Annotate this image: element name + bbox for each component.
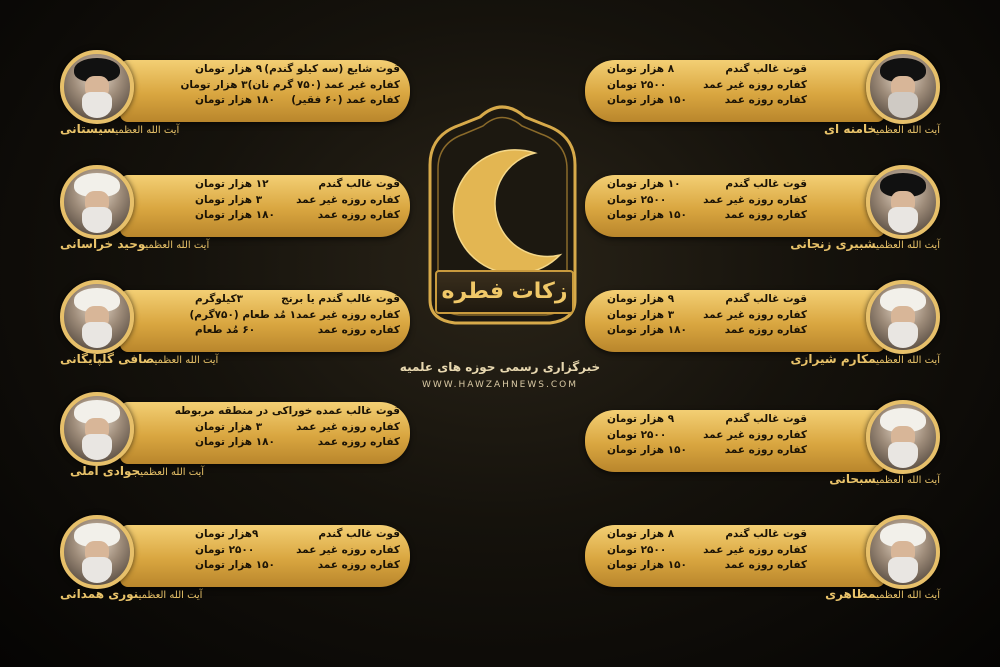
row-label: قوت غالب عمده خوراکی در منطقه مربوطه [174, 405, 400, 417]
row-value: ۲۵۰۰ تومان [195, 543, 255, 556]
row-value: ۸ هزار تومان [607, 63, 675, 75]
scholar-name [829, 472, 940, 486]
info-lines [607, 62, 807, 109]
info-row [195, 558, 400, 574]
info-box [585, 410, 885, 472]
info-lines [174, 404, 400, 451]
row-label: قوت غالب گندم [725, 413, 807, 425]
row-value: ۱۸۰ هزار تومان [195, 94, 275, 106]
info-row [607, 62, 807, 78]
info-box [585, 60, 885, 122]
name-text: وحید خراسانی [60, 237, 146, 251]
row-value: ۹ هزار تومان [195, 63, 263, 75]
row-label: کفاره غیر عمد (۷۵۰ گرم نان) [247, 78, 400, 91]
info-row [195, 292, 400, 308]
info-row [607, 543, 807, 559]
row-label: کفاره روزه عمد [724, 324, 807, 336]
name-prefix: آیت الله العظمی [115, 125, 180, 136]
row-value: ۱۵۰ هزار تومان [607, 444, 687, 456]
scholar-name [60, 237, 209, 251]
row-label: کفاره روزه غیر عمد [703, 428, 807, 441]
card-javadi [60, 392, 400, 484]
row-value: ۱۸۰ هزار تومان [607, 324, 687, 336]
info-row [195, 543, 400, 559]
name-prefix: آیت الله العظمی [140, 467, 205, 478]
row-label: کفاره روزه غیر عمد [296, 308, 400, 321]
row-label: قوت غالب گندم [725, 178, 807, 190]
name-prefix: آیت الله العظمی [876, 240, 940, 251]
name-prefix: آیت الله العظمی [154, 355, 219, 366]
info-row [180, 78, 400, 94]
name-prefix: آیت الله العظمی [876, 355, 940, 366]
row-label: کفاره روزه عمد [724, 444, 807, 456]
row-value: ۸ هزار تومان [607, 528, 675, 540]
info-box [120, 290, 410, 352]
name-prefix: آیت الله العظمی [876, 125, 940, 136]
info-row [607, 558, 807, 574]
info-lines [607, 412, 807, 459]
row-label: کفاره روزه عمد [317, 559, 400, 571]
info-row [607, 443, 807, 459]
row-label: قوت غالب گندم [725, 293, 807, 305]
row-value: ۳ هزار تومان [195, 193, 263, 206]
info-box [585, 290, 885, 352]
name-text: سیستانی [60, 122, 116, 136]
name-text: مظاهری [825, 587, 877, 601]
name-text: شبیری زنجانی [790, 237, 877, 251]
row-label: کفاره روزه عمد [317, 324, 400, 336]
row-label: کفاره عمد (۶۰ فقیر) [291, 94, 400, 106]
info-row [607, 78, 807, 94]
scholar-name [60, 122, 179, 136]
info-row [195, 177, 400, 193]
info-box [585, 525, 885, 587]
info-row [195, 193, 400, 209]
info-row [195, 435, 400, 451]
row-label: قوت غالب گندم [725, 63, 807, 75]
row-value: ۱۵۰ هزار تومان [607, 94, 687, 106]
name-prefix: آیت الله العظمی [145, 240, 210, 251]
name-text: نوری همدانی [60, 587, 139, 601]
info-box [120, 402, 410, 464]
portrait-photo [60, 280, 134, 354]
row-label: قوت شایع (سه کیلو گندم) [264, 63, 400, 75]
row-value: ۶۰ مُد طعام [195, 324, 256, 336]
row-value: ۲۵۰۰ تومان [607, 193, 667, 206]
card-safi [60, 280, 400, 372]
info-row [607, 527, 807, 543]
row-value: ۱۵۰ هزار تومان [195, 559, 275, 571]
name-text: سبحانی [829, 472, 877, 486]
info-row [607, 308, 807, 324]
row-label: کفاره روزه عمد [724, 94, 807, 106]
row-value: ۹ هزار تومان [607, 293, 675, 305]
agency-name: خبرگزاری رسمی حوزه های علمیه [399, 360, 601, 374]
card-nouri [60, 515, 400, 607]
info-lines [180, 62, 400, 109]
row-value: ۱۸۰ هزار تومان [195, 436, 275, 448]
row-value: ۳ هزار تومان [180, 78, 248, 91]
row-label: کفاره روزه غیر عمد [296, 543, 400, 556]
name-text: مکارم شیرازی [790, 352, 877, 366]
row-label: قوت غالب گندم [725, 528, 807, 540]
row-value: ۲۵۰۰ تومان [607, 428, 667, 441]
portrait-photo [866, 50, 940, 124]
row-label: کفاره روزه غیر عمد [703, 78, 807, 91]
row-label: کفاره روزه عمد [317, 436, 400, 448]
info-row [607, 193, 807, 209]
scholar-name [824, 122, 940, 136]
info-row [607, 292, 807, 308]
info-row [607, 428, 807, 444]
scholar-name [70, 464, 204, 478]
info-row [607, 323, 807, 339]
row-value: ۱۵۰ هزار تومان [607, 559, 687, 571]
card-vahid [60, 165, 400, 257]
name-prefix: آیت الله العظمی [138, 590, 203, 601]
name-prefix: آیت الله العظمی [876, 475, 940, 486]
scholar-name [60, 352, 218, 366]
title-plate: زکات فطره [435, 270, 574, 314]
scholar-name [825, 587, 940, 601]
name-text: جوادی آملی [70, 464, 141, 478]
card-makarem [607, 280, 940, 372]
row-label: قوت غالب گندم [318, 528, 400, 540]
info-row [195, 62, 400, 78]
info-lines [607, 177, 807, 224]
info-lines [195, 527, 400, 574]
info-box [585, 175, 885, 237]
row-value: ۱۰ هزار تومان [607, 178, 681, 190]
info-row [195, 93, 400, 109]
name-prefix: آیت الله العظمی [876, 590, 940, 601]
info-box [120, 525, 410, 587]
row-value: ۱ مُد طعام (۷۵۰گرم) [189, 308, 297, 321]
scholar-name [790, 237, 940, 251]
portrait-photo [60, 50, 134, 124]
portrait-photo [866, 280, 940, 354]
name-text: صافی گلپایگانی [60, 352, 155, 366]
row-value: ۱۲ هزار تومان [195, 178, 269, 190]
info-row [195, 208, 400, 224]
row-label: کفاره روزه عمد [317, 209, 400, 221]
info-lines [607, 292, 807, 339]
portrait-photo [60, 392, 134, 466]
row-label: کفاره روزه غیر عمد [703, 543, 807, 556]
card-sistani [60, 50, 400, 142]
name-text: خامنه ای [824, 122, 877, 136]
portrait-photo [866, 515, 940, 589]
card-shobeiri [607, 165, 940, 257]
info-row [607, 208, 807, 224]
row-label: قوت غالب گندم [318, 178, 400, 190]
row-label: کفاره روزه غیر عمد [296, 420, 400, 433]
row-label: کفاره روزه غیر عمد [703, 193, 807, 206]
row-label: کفاره روزه عمد [724, 209, 807, 221]
info-box [120, 60, 410, 122]
card-khamenei [607, 50, 940, 142]
row-value: ۳ هزار تومان [607, 308, 675, 321]
row-label: کفاره روزه غیر عمد [703, 308, 807, 321]
card-sobhani [607, 400, 940, 492]
portrait-photo [866, 165, 940, 239]
info-row [607, 177, 807, 193]
row-value: ۲۵۰۰ تومان [607, 543, 667, 556]
info-row [195, 420, 400, 436]
row-value: ۹ هزار تومان [607, 413, 675, 425]
info-lines [607, 527, 807, 574]
info-row [174, 404, 400, 420]
portrait-photo [60, 165, 134, 239]
info-box [120, 175, 410, 237]
info-row [607, 93, 807, 109]
row-label: کفاره روزه غیر عمد [296, 193, 400, 206]
row-value: ۱۵۰ هزار تومان [607, 209, 687, 221]
info-lines [189, 292, 400, 339]
info-row [189, 308, 400, 324]
scholar-name [60, 587, 202, 601]
row-value: ۹هزار تومان [195, 528, 259, 540]
row-value: ۳کیلوگرم [195, 293, 244, 305]
row-label: کفاره روزه عمد [724, 559, 807, 571]
row-value: ۳ هزار تومان [195, 420, 263, 433]
info-row [195, 323, 400, 339]
row-label: قوت غالب گندم یا برنج [281, 293, 400, 305]
info-row [195, 527, 400, 543]
card-mazaheri [607, 515, 940, 607]
scholar-name [791, 352, 940, 366]
website-url: WWW.HAWZAHNEWS.COM [422, 380, 578, 390]
row-value: ۱۸۰ هزار تومان [195, 209, 275, 221]
info-row [607, 412, 807, 428]
portrait-photo [866, 400, 940, 474]
info-lines [195, 177, 400, 224]
row-value: ۲۵۰۰ تومان [607, 78, 667, 91]
portrait-photo [60, 515, 134, 589]
